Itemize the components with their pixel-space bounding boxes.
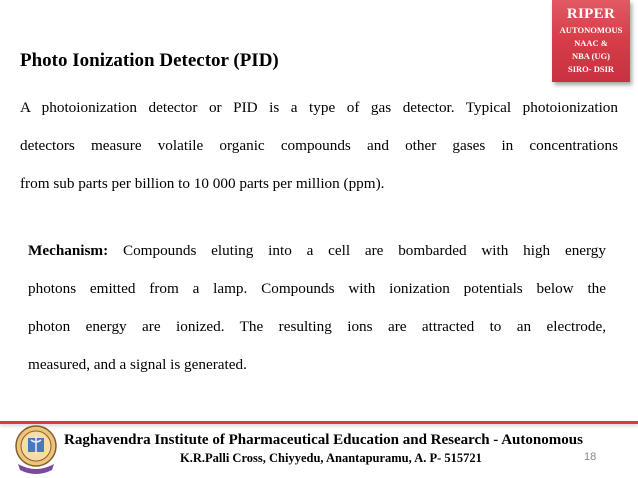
text-line: detectors measure volatile organic compounds and other gases in concentrations [20, 137, 618, 154]
accreditation-badge [552, 0, 630, 82]
badge-line: NAAC & [574, 38, 608, 48]
page-number: 18 [584, 451, 597, 463]
institute-address: K.R.Palli Cross, Chiyyedu, Anantapuramu, A. P- 515721 [180, 451, 482, 465]
text-line [28, 240, 606, 278]
badge-line: SIRO- DSIR [567, 64, 615, 74]
text-line: measured, and a signal is generated. [28, 356, 247, 373]
badge-title: RIPER [566, 6, 616, 22]
institute-name: Raghavendra Institute of Pharmaceutical Education and Research - Autonomous [64, 432, 583, 448]
footer-divider [0, 421, 638, 424]
text-line: A photoionization detector or PID is a type of gas detector. Typical photoionization [20, 99, 618, 116]
badge-line: NBA (UG) [571, 51, 610, 61]
text-line: from sub parts per billion to 10 000 parts per million (ppm). [20, 175, 385, 192]
mechanism-text: Compounds eluting into a cell are bombarded with high energy [108, 242, 606, 259]
badge-line: AUTONOMOUS [559, 25, 623, 35]
text-line: photon energy are ionized. The resulting ions are attracted to an electrode, [28, 318, 606, 335]
mechanism-label: Mechanism: [28, 242, 109, 259]
slide-title: Photo Ionization Detector (PID) [20, 50, 279, 71]
intro-paragraph [20, 97, 618, 211]
text-line: photons emitted from a lamp. Compounds with ionization potentials below the [28, 280, 606, 297]
institute-emblem-icon [14, 424, 58, 474]
mechanism-paragraph [28, 240, 606, 392]
